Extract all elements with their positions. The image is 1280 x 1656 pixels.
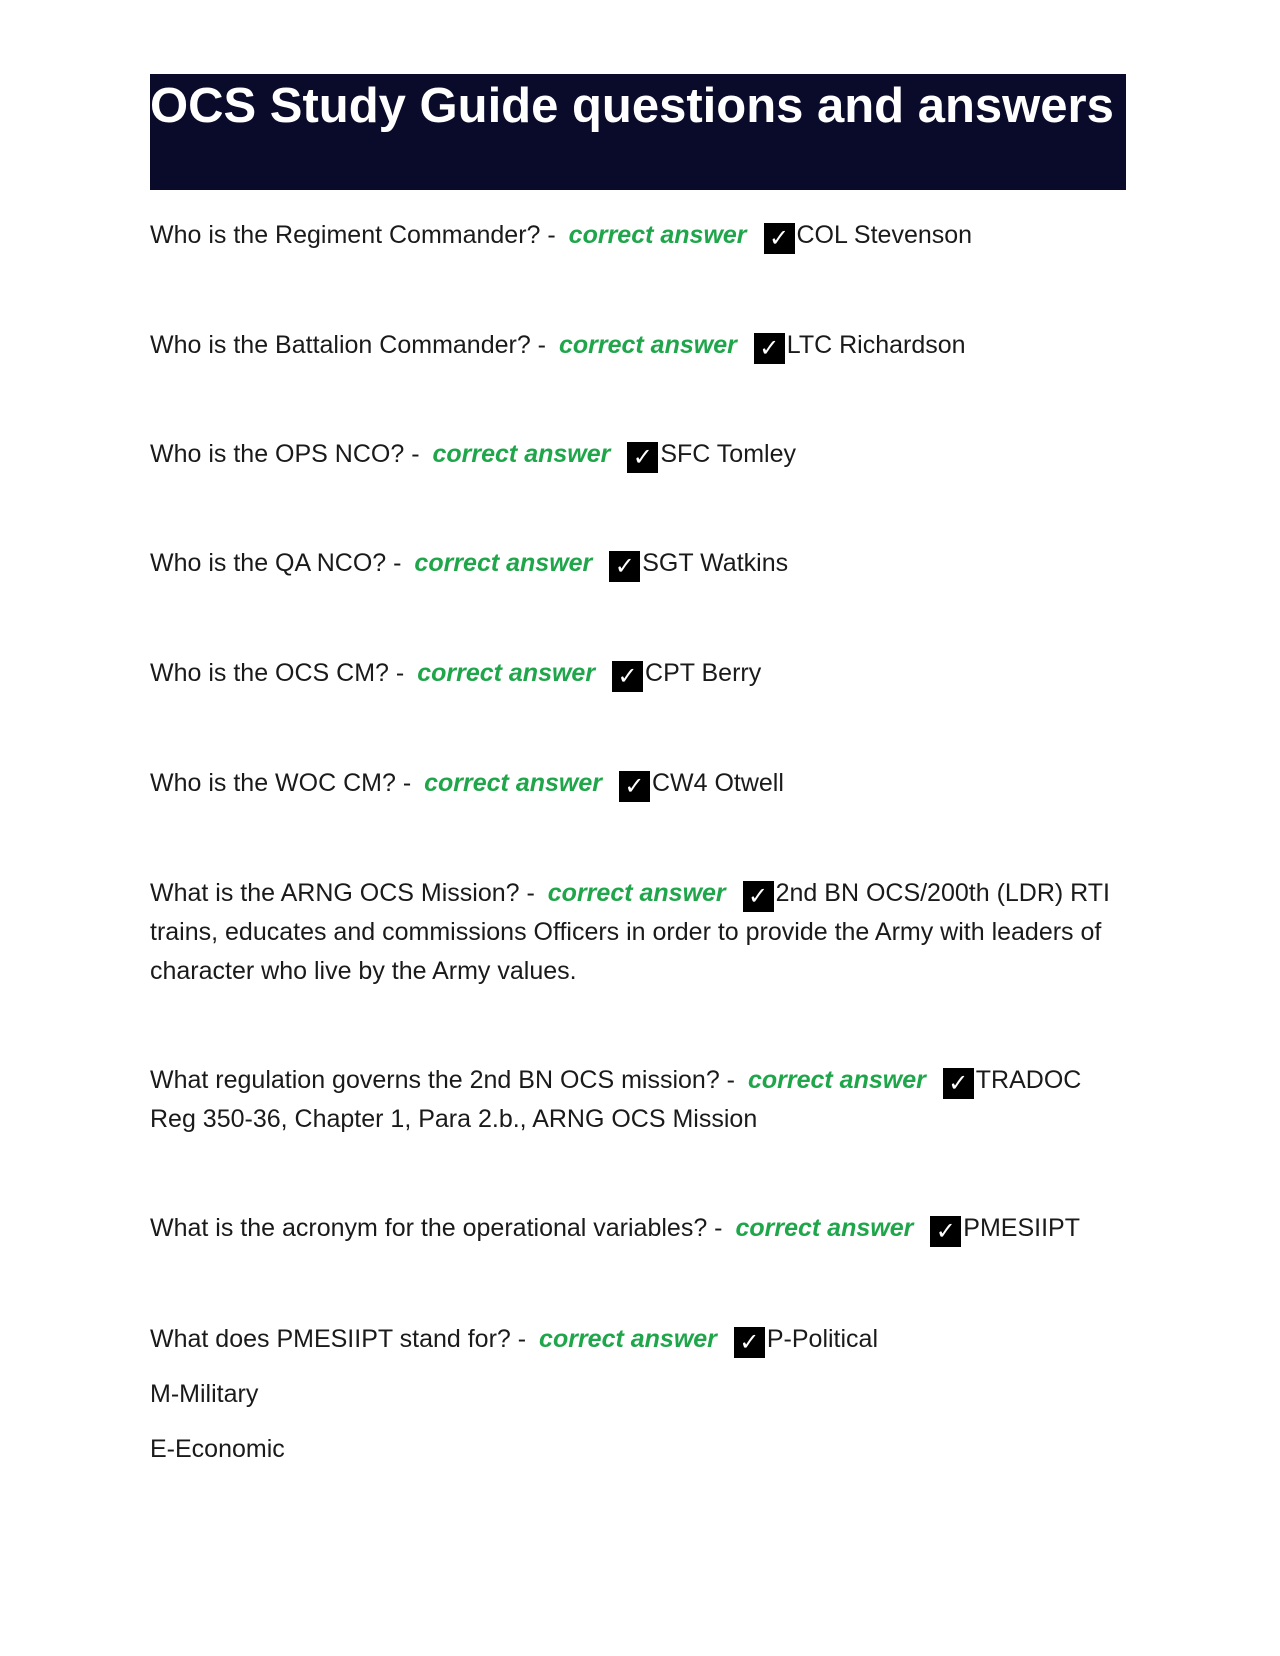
answer-label: correct answer [558, 331, 737, 359]
answer-label: correct answer [568, 221, 747, 249]
qa-item [150, 1320, 1130, 1359]
question-text: Who is the Battalion Commander? - [150, 331, 547, 359]
question-text: Who is the OCS CM? - [150, 659, 405, 687]
answer-label: correct answer [735, 1214, 914, 1242]
answer-label: correct answer [547, 879, 726, 907]
answer-text: P-Political [766, 1325, 879, 1353]
answer-text: COL Stevenson [796, 221, 973, 249]
qa-item [150, 1061, 1130, 1139]
question-text: Who is the QA NCO? - [150, 549, 402, 577]
answer-label: correct answer [747, 1066, 926, 1094]
answer-label: correct answer [539, 1325, 717, 1353]
qa-item [150, 544, 1130, 583]
answer-text: SFC Tomley [660, 440, 796, 468]
answer-text: CW4 Otwell [651, 769, 784, 797]
qa-item [150, 874, 1130, 991]
answer-label: correct answer [417, 659, 596, 687]
title-banner [150, 74, 1126, 190]
answer-label: correct answer [414, 549, 593, 577]
checkmark-icon: ✓ [743, 881, 774, 912]
qa-item [150, 764, 1130, 803]
checkmark-icon: ✓ [943, 1068, 974, 1099]
answer-text: SGT Watkins [642, 549, 789, 577]
qa-item [150, 654, 1130, 693]
checkmark-icon: ✓ [764, 223, 795, 254]
answer-text: LTC Richardson [786, 331, 966, 359]
qa-item [150, 1209, 1130, 1248]
answer-text: PMESIIPT [963, 1214, 1080, 1242]
answer-label: correct answer [424, 769, 602, 797]
question-text: Who is the OPS NCO? - [150, 440, 420, 468]
answer-text: TRADOC Reg 350-36, Chapter 1, Para 2.b., ARNG OCS Mission [150, 1066, 1082, 1133]
question-text: What is the ARNG OCS Mission? - [150, 879, 535, 907]
qa-item [150, 435, 1130, 474]
answer-text: CPT Berry [645, 659, 762, 687]
checkmark-icon: ✓ [930, 1216, 961, 1247]
checkmark-icon: ✓ [609, 551, 640, 582]
answer-continuation-line: M-Military [150, 1380, 259, 1408]
qa-item [150, 216, 1130, 255]
answer-label: correct answer [432, 440, 611, 468]
answer-text: 2nd BN OCS/200th (LDR) RTI trains, educates and commissions Officers in order to provide the Army with leaders of character who live by the Army values. [150, 879, 1110, 985]
answer-continuation-line: E-Economic [150, 1435, 285, 1463]
checkmark-icon: ✓ [734, 1327, 765, 1358]
qa-item [150, 326, 1130, 365]
checkmark-icon: ✓ [612, 661, 643, 692]
page-title: OCS Study Guide questions and answers [150, 79, 1114, 133]
checkmark-icon: ✓ [619, 771, 650, 802]
checkmark-icon: ✓ [627, 442, 658, 473]
question-text: Who is the Regiment Commander? - [150, 221, 556, 249]
question-text: What does PMESIIPT stand for? - [150, 1325, 527, 1353]
question-text: What regulation governs the 2nd BN OCS mission? - [150, 1066, 735, 1094]
question-text: Who is the WOC CM? - [150, 769, 412, 797]
checkmark-icon: ✓ [754, 333, 785, 364]
question-text: What is the acronym for the operational variables? - [150, 1214, 723, 1242]
